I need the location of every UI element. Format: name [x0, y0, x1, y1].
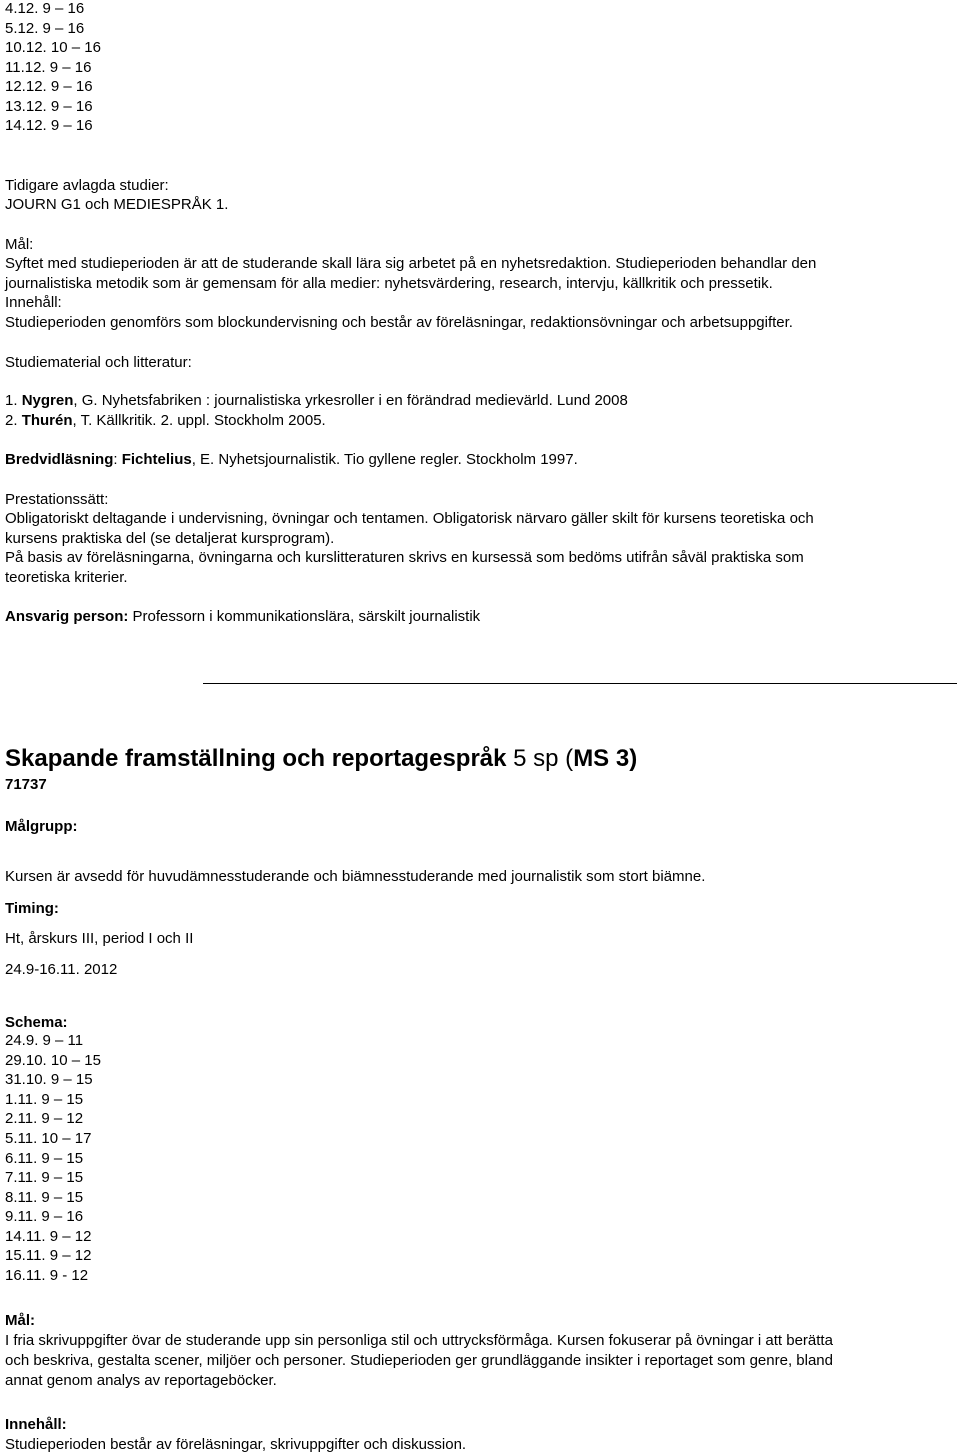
further-reading-colon: : — [113, 451, 122, 468]
content-label: Innehåll: — [5, 294, 62, 311]
literature-title: , T. Källkritik. 2. uppl. Stockholm 2005. — [72, 412, 326, 429]
content-label: Innehåll: — [5, 1416, 67, 1433]
goal-text-line: journalistiska metodik som är gemensam för alla medier: nyhetsvärdering, research, intervju, källkritik och pressetik. — [5, 275, 773, 292]
prev-studies-label: Tidigare avlagda studier: — [5, 177, 169, 194]
section-divider — [203, 683, 957, 684]
schedule-item: 10.12. 10 – 16 — [5, 39, 101, 56]
schedule-item: 16.11. 9 - 12 — [5, 1267, 89, 1284]
course-credits: 5 sp ( — [506, 745, 574, 772]
schedule-label: Schema: — [5, 1014, 68, 1031]
literature-item-2 — [5, 412, 326, 430]
schedule-item: 8.11. 9 – 15 — [5, 1189, 84, 1206]
timing-dates: 24.9-16.11. 2012 — [5, 961, 118, 978]
schedule-item: 9.11. 9 – 16 — [5, 1208, 84, 1225]
target-group-label: Målgrupp: — [5, 818, 78, 835]
schedule-item: 11.12. 9 – 16 — [5, 59, 92, 76]
literature-number: 2. — [5, 412, 18, 429]
responsible-label: Ansvarig person: — [5, 608, 129, 625]
schedule-item: 4.12. 9 – 16 — [5, 0, 85, 17]
schedule-item: 12.12. 9 – 16 — [5, 78, 93, 95]
literature-item-1 — [5, 392, 628, 410]
further-reading-label: Bredvidläsning — [5, 451, 114, 468]
literature-number: 1. — [5, 392, 18, 409]
assessment-label: Prestationssätt: — [5, 491, 109, 508]
further-reading — [5, 451, 578, 469]
assessment-text-line: På basis av föreläsningarna, övningarna och kurslitteraturen skrivs en kursessä som bedöms utifrån såväl praktiska som — [5, 549, 804, 566]
target-group-text: Kursen är avsedd för huvudämnesstuderande och biämnesstuderande med journalistik som stort biämne. — [5, 868, 706, 885]
literature-author: Thurén — [21, 412, 73, 429]
goal-text-line: och beskriva, gestalta scener, miljöer och personer. Studieperioden ger grundläggande insikter i reportaget som genre, bland — [5, 1352, 833, 1369]
schedule-item: 31.10. 9 – 15 — [5, 1071, 93, 1088]
schedule-item: 2.11. 9 – 12 — [5, 1110, 84, 1127]
timing-text: Ht, årskurs III, period I och II — [5, 930, 194, 947]
goal-text-line: annat genom analys av reportageböcker. — [5, 1372, 277, 1389]
schedule-item: 6.11. 9 – 15 — [5, 1150, 84, 1167]
course-number: 71737 — [5, 776, 47, 793]
course-title-bold: Skapande framställning och reportagespråk — [5, 745, 507, 772]
literature-author: Nygren — [21, 392, 74, 409]
literature-label: Studiematerial och litteratur: — [5, 354, 192, 371]
responsible-person — [5, 608, 480, 626]
assessment-text-line: teoretiska kriterier. — [5, 569, 128, 586]
further-reading-author: Fichtelius — [121, 451, 192, 468]
goal-label: Mål: — [5, 236, 34, 253]
schedule-item: 14.11. 9 – 12 — [5, 1228, 92, 1245]
schedule-item: 7.11. 9 – 15 — [5, 1169, 84, 1186]
course-title — [5, 744, 637, 774]
prev-studies-text: JOURN G1 och MEDIESPRÅK 1. — [5, 196, 229, 213]
schedule-item: 15.11. 9 – 12 — [5, 1247, 92, 1264]
course-code: MS 3) — [573, 745, 638, 772]
assessment-text-line: Obligatoriskt deltagande i undervisning, övningar och tentamen. Obligatorisk närvaro gäller skilt för kursens teoretiska och — [5, 510, 814, 527]
schedule-item: 5.12. 9 – 16 — [5, 20, 85, 37]
goal-text-line: Syftet med studieperioden är att de studerande skall lära sig arbetet på en nyhetsredaktion. Studieperioden behandlar den — [5, 255, 817, 272]
goal-text-line: I fria skrivuppgifter övar de studerande upp sin personliga stil och uttrycksförmåga. Kursen fokuserar på övningar i att berätta — [5, 1332, 833, 1349]
responsible-text: Professorn i kommunikationslära, särskilt journalistik — [128, 608, 481, 625]
schedule-item: 24.9. 9 – 11 — [5, 1032, 84, 1049]
schedule-item: 14.12. 9 – 16 — [5, 117, 93, 134]
further-reading-title: , E. Nyhetsjournalistik. Tio gyllene regler. Stockholm 1997. — [191, 451, 578, 468]
goal-label: Mål: — [5, 1312, 35, 1329]
schedule-item: 13.12. 9 – 16 — [5, 98, 93, 115]
literature-title: , G. Nyhetsfabriken : journalistiska yrkesroller i en förändrad medievärld. Lund 2008 — [73, 392, 628, 409]
schedule-item: 29.10. 10 – 15 — [5, 1052, 101, 1069]
assessment-text-line: kursens praktiska del (se detaljerat kursprogram). — [5, 530, 335, 547]
content-text: Studieperioden genomförs som blockundervisning och består av föreläsningar, redaktionsövningar och arbetsuppgifter. — [5, 314, 793, 331]
schedule-item: 1.11. 9 – 15 — [5, 1091, 84, 1108]
schedule-item: 5.11. 10 – 17 — [5, 1130, 92, 1147]
timing-label: Timing: — [5, 900, 59, 917]
content-text: Studieperioden består av föreläsningar, skrivuppgifter och diskussion. — [5, 1436, 467, 1453]
